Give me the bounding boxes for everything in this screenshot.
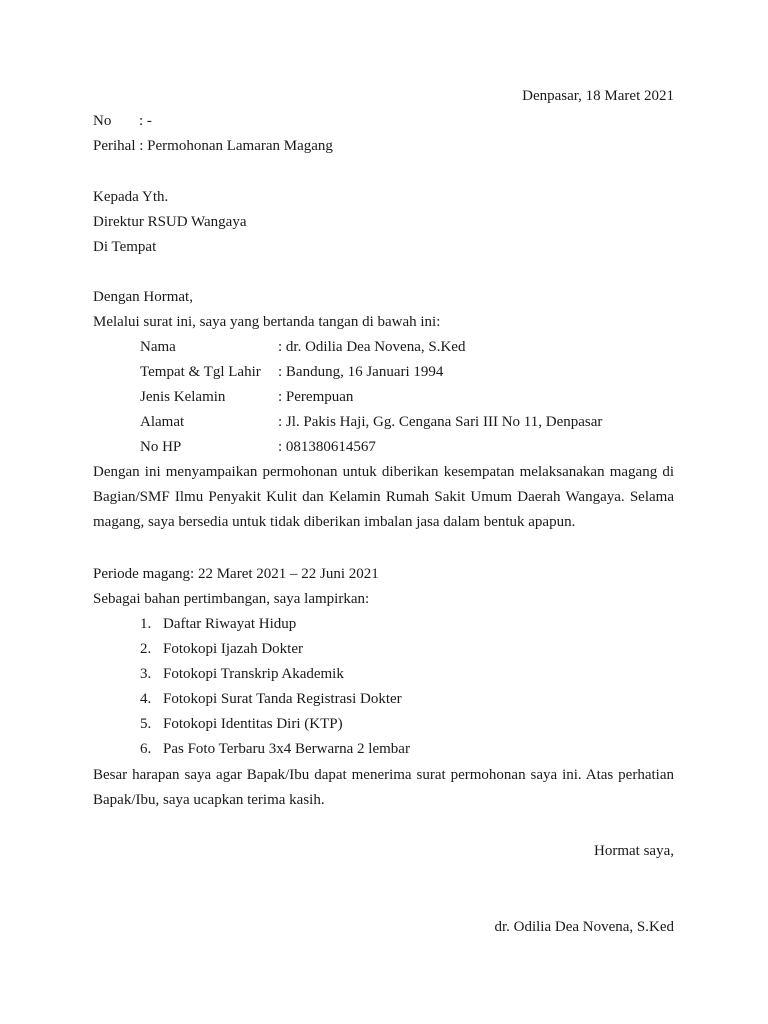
attachments-intro: Sebagai bahan pertimbangan, saya lampirkan: xyxy=(93,591,370,607)
identity-value: : Bandung, 16 Januari 1994 xyxy=(278,364,444,380)
list-text: Fotokopi Surat Tanda Registrasi Dokter xyxy=(163,691,402,707)
no-label: No xyxy=(93,113,112,129)
list-text: Fotokopi Identitas Diri (KTP) xyxy=(163,716,343,732)
identity-label: Alamat xyxy=(140,414,185,430)
intro: Melalui surat ini, saya yang bertanda tangan di bawah ini: xyxy=(93,314,441,330)
list-text: Fotokopi Transkrip Akademik xyxy=(163,666,344,682)
body-paragraph: Dengan ini menyampaikan permohonan untuk diberikan kesempatan melaksanakan magang di Bagian/SMF Ilmu Penyakit Kulit dan Kelamin Rumah Sakit Umum Daerah Wangaya. Selama magang, saya bersedia untuk tidak diberikan imbalan jasa dalam bentuk apapun. xyxy=(93,464,674,530)
list-number: 5. xyxy=(140,716,152,732)
signer-name: dr. Odilia Dea Novena, S.Ked xyxy=(494,919,674,935)
period: Periode magang: 22 Maret 2021 – 22 Juni 2021 xyxy=(93,566,379,582)
no-value: : - xyxy=(139,113,152,129)
identity-label: Nama xyxy=(140,339,176,355)
list-text: Daftar Riwayat Hidup xyxy=(163,616,297,632)
recipient-line-1: Kepada Yth. xyxy=(93,189,169,205)
identity-value: : 081380614567 xyxy=(278,439,376,455)
place-date: Denpasar, 18 Maret 2021 xyxy=(522,88,674,104)
list-number: 3. xyxy=(140,666,152,682)
list-text: Pas Foto Terbaru 3x4 Berwarna 2 lembar xyxy=(163,741,410,757)
identity-value: : dr. Odilia Dea Novena, S.Ked xyxy=(278,339,466,355)
recipient-line-3: Di Tempat xyxy=(93,239,157,255)
identity-label: Tempat & Tgl Lahir xyxy=(140,364,261,380)
greeting: Dengan Hormat, xyxy=(93,289,193,305)
list-text: Fotokopi Ijazah Dokter xyxy=(163,641,303,657)
list-number: 6. xyxy=(140,741,152,757)
letter-number xyxy=(93,109,152,134)
identity-value: : Perempuan xyxy=(278,389,354,405)
identity-label: No HP xyxy=(140,439,182,455)
identity-label: Jenis Kelamin xyxy=(140,389,226,405)
closing-paragraph: Besar harapan saya agar Bapak/Ibu dapat menerima surat permohonan saya ini. Atas perhatian Bapak/Ibu, saya ucapkan terima kasih. xyxy=(93,767,674,808)
list-number: 1. xyxy=(140,616,152,632)
list-number: 4. xyxy=(140,691,152,707)
identity-value: : Jl. Pakis Haji, Gg. Cengana Sari III No 11, Denpasar xyxy=(278,414,603,430)
sign-off: Hormat saya, xyxy=(594,843,674,859)
perihal: Perihal : Permohonan Lamaran Magang xyxy=(93,138,333,154)
list-number: 2. xyxy=(140,641,152,657)
recipient-line-2: Direktur RSUD Wangaya xyxy=(93,214,247,230)
